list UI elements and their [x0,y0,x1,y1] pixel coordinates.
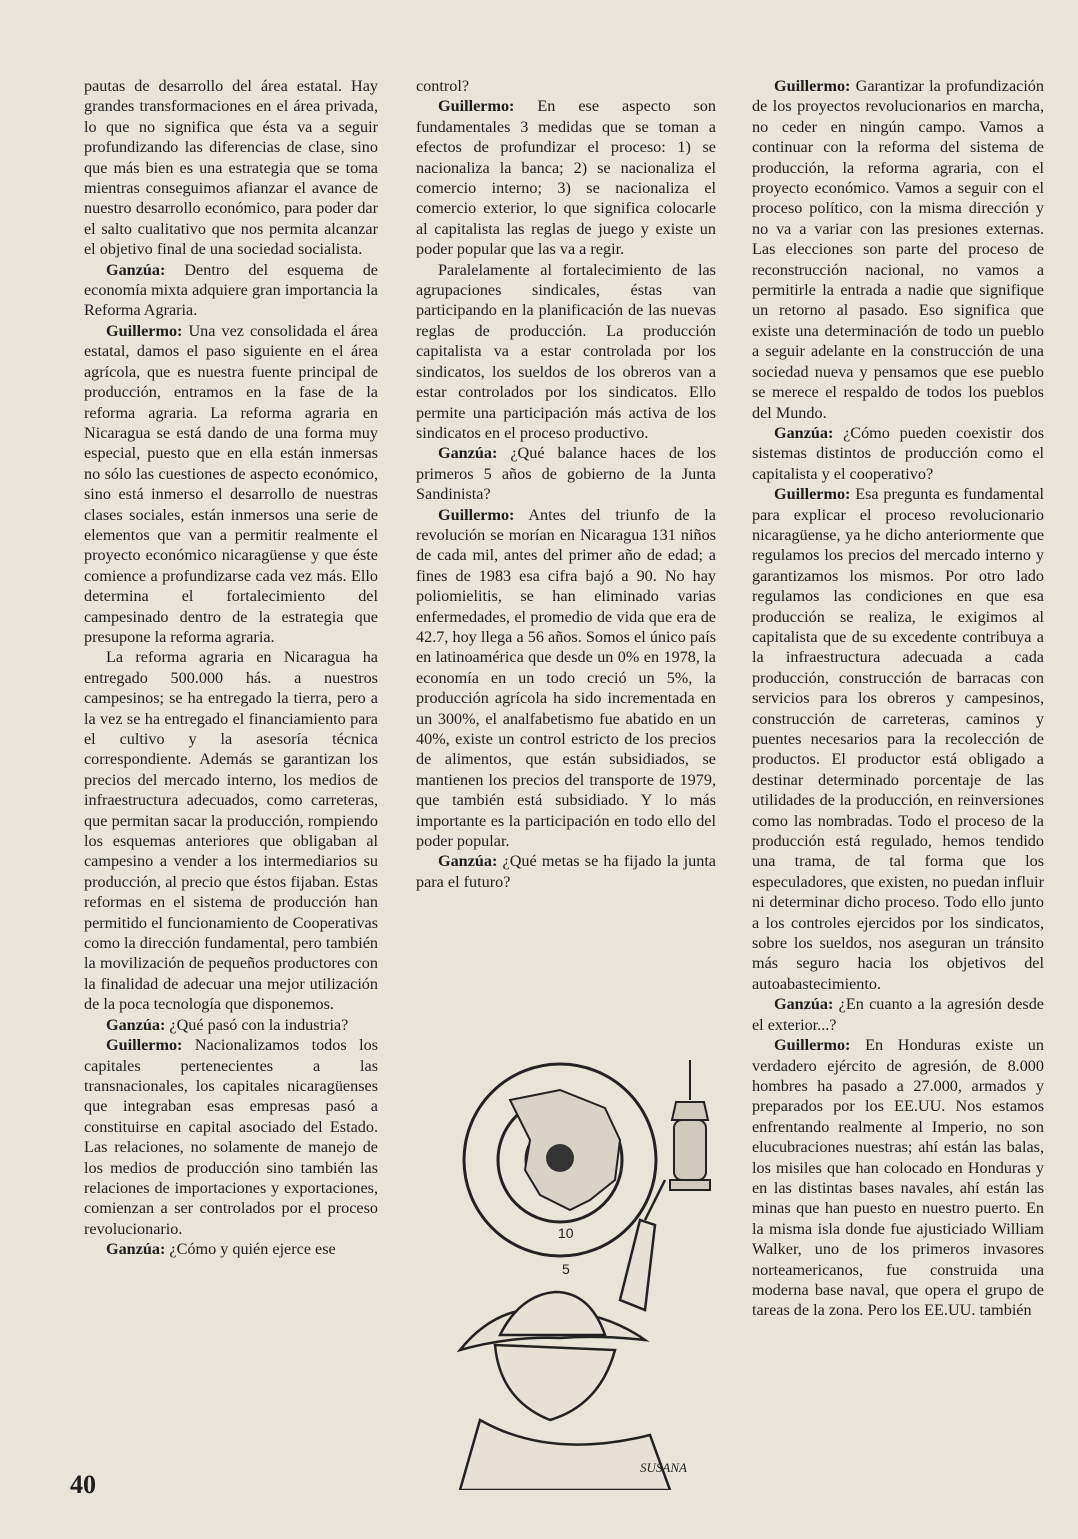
paragraph [84,1239,378,1259]
paragraph [416,96,716,259]
paragraph-text: pautas de desarrollo del área estatal. Hay grandes transformaciones en el área privada, lo que no significa que ésta va a seguir profundizando las diferencias de clase, sino que más bien es una estrategia que se toma mientras conseguimos afianzar el avance de nuestro desarrollo económico, para poder dar el salto cualitativo que nos permita alcanzar el objetivo final de una sociedad socialista. [84,77,378,259]
paragraph-text: ¿Qué balance haces de los primeros 5 años de gobierno de la Junta Sandinista? [416,444,716,504]
speaker-label: Guillermo: [438,97,515,116]
lantern-icon [670,1060,710,1190]
paragraph [752,994,1044,1035]
paragraph-text: ¿Cómo y quién ejerce ese [165,1240,336,1259]
speaker-label: Guillermo: [106,321,183,340]
paragraph [752,484,1044,994]
speaker-label: Ganzúa: [106,260,166,279]
paragraph [84,76,378,260]
paragraph-text: control? [416,77,470,95]
paragraph-text: Nacionalizamos todos los capitales pertenecientes a las transnacionales, los capitales nicaragüenses que integraban esas empresas pasó a constituirse en capital asociado del Estado. Las relaciones, no solamente de manejo de los medios de producción sino también las relaciones de importaciones y exportaciones, comienzan a ser controlados por el proceso revolucionario. [84,1036,378,1238]
speaker-label: Ganzúa: [438,444,498,463]
paragraph [752,1035,1044,1321]
speaker-label: Ganzúa: [106,1015,166,1034]
paragraph-text: Paralelamente al fortalecimiento de las agrupaciones sindicales, éstas van participando en la planificación de las nuevas reglas de producción. La producción capitalista va a estar controlada por los sindicatos, los sueldos de los obreros van a estar controlados por los sindicatos. Ello permite una participación más activa de los sindicatos en el proceso productivo. [416,260,716,442]
target-bullseye [546,1144,574,1172]
paragraph [752,76,1044,423]
speaker-label: Ganzúa: [438,852,498,871]
paragraph-text: ¿Qué metas se ha fijado la junta para el futuro? [416,852,716,891]
paragraph [416,443,716,504]
speaker-label: Ganzúa: [774,423,834,442]
paragraph [416,76,716,96]
paragraph [84,321,378,648]
paragraph-text: Una vez consolidada el área estatal, damos el paso siguiente en el área agrícola, que es nuestra fuente principal de producción, entramos en la fase de la reforma agraria. La reforma agraria en Nicaragua se está dando de una forma muy especial, puesto que en ella están inmersas no sólo las cuestiones de aspecto económico, sino está inmerso el desarrollo de nuestras clases sociales, están inmersos una serie de elementos que van a permitir realmente el proyecto económico nicaragüense y que éste comience a profundizarse cada vez más. Ello determina el fortalecimiento del campesinado dentro de la estrategia que presupone la reforma agraria. [84,321,378,646]
paragraph-text: Antes del triunfo de la revolución se morían en Nicaragua 131 niños de cada mil, antes del primer año de edad; a fines de 1983 esa cifra bajó a 90. No hay poliomielitis, se han eliminado varias enfermedades, el promedio de vida que era de 42.7, hoy llega a 56 años. Somos el único país en latinoamérica que desde un 0% en 1978, la economía en un todo creció un 5%, la producción agrícola ha sido incrementada en un 300%, el analfabetismo fue abatido en un 40%, existe un control estricto de los precios de alimentos, que están subsidiados, se mantienen los precios del transporte de 1979, que también está subsidiado. Y lo más importante es la participación en todo ello del poder popular. [416,505,716,851]
paragraph-text: Dentro del esquema de economía mixta adquiere gran importancia la Reforma Agraria. [84,260,378,320]
paragraph [752,423,1044,484]
text-column-3 [752,76,1044,1321]
paragraph [84,647,378,1014]
speaker-label: Guillermo: [438,505,515,524]
paragraph [84,1015,378,1035]
paragraph [84,1035,378,1239]
artist-signature: SUSANA [640,1460,687,1475]
text-column-2 [416,76,716,892]
paragraph [416,505,716,852]
speaker-label: Guillermo: [774,485,851,504]
paragraph [416,260,716,444]
paragraph-text: La reforma agraria en Nicaragua ha entregado 500.000 hás. a nuestros campesinos; se ha entregado la tierra, pero a la vez se ha entregado el financiamiento para el cultivo y la asesoría técnica correspondiente. Además se garantizan los precios del mercado interno, los medios de infraestructura adecuados, como carreteras, que permitan sacar la producción, rompiendo los esquemas anteriores que obligaban al campesino a vender a los intermediarios su producción, al precio que éstos fijaban. Estas reformas en el sistema de producción han permitido el funcionamiento de Cooperativas como la dirección fundamental, pero también la movilización de pequeños productores con la finalidad de adecuar una mejor utilización de la poca tecnología que disponemos. [84,648,378,1014]
target-label-5: 5 [562,1261,570,1277]
speaker-label: Ganzúa: [106,1240,166,1259]
paragraph-text: En Honduras existe un verdadero ejército de agresión, de 8.000 hombres ha pasado a 27.000, armados y preparados por los EE.UU. Nos estamos enfrentando realmente al Imperio, no son elucubraciones nuestras; ahí están las balas, los misiles que han colocado en Honduras y en las distintas bases navales, ahí están las minas que han puesto en nuestro puerto. En la misma isla donde fue ajusticiado William Walker, uno de los primeros invasores norteamericanos, fue construida una moderna base naval, que opera el grupo de tareas de la zona. Pero los EE.UU. también [752,1036,1044,1320]
cartoon-illustration [440,1060,720,1490]
paragraph-text: Esa pregunta es fundamental para explicar el proceso revolucionario nicaragüense, ya he dicho anteriormente que regulamos los precios del mercado interno y garantizamos los mismos. Por otro lado regulamos las condiciones en que esa producción se realiza, le exigimos al capitalista que de su excedente contribuya a la infraestructura adecuada a cada producción, construcción de barracas con servicios para los obreros y campesinos, construcción de carreteras, caminos y puentes necesarios para la recolección de productos. El productor está obligado a destinar determinado porcentaje de las utilidades de la producción, en reinversiones como las nombradas. Todo el proceso de la producción está regulado, hemos tendido una trama, de tal forma que los especuladores, que existen, no puedan influir ni determinar dicho proceso. Todo ello junto a los controles ejercidos por los sindicatos, sobre los sueldos, nos aseguran un tránsito más seguro hacia los objetivos del autoabastecimiento. [752,485,1044,993]
text-column-1 [84,76,378,1260]
paragraph-text: ¿En cuanto a la agresión desde el exterior...? [752,995,1044,1034]
speaker-label: Guillermo: [774,1036,851,1055]
target-label-10: 10 [558,1225,574,1241]
speaker-label: Guillermo: [774,77,851,95]
paragraph-text: ¿Qué pasó con la industria? [165,1015,349,1034]
paragraph-text: En ese aspecto son fundamentales 3 medidas que se toman a efectos de profundizar el proceso: 1) se nacionaliza la banca; 2) se nacionaliza el comercio interno; 3) se nacionaliza el comercio exterior, lo que significa colocarle al capitalista las reglas de juego y existe un poder popular que las va a regir. [416,97,716,259]
paragraph [416,851,716,892]
paragraph-text: Garantizar la profundización de los proyectos revolucionarios en marcha, no ceder en ningún campo. Vamos a continuar con la reforma del sistema de producción, la reforma agraria, con el proyecto económico. Vamos a seguir con el proceso político, con la misma dirección y no va a variar con las presiones externas. Las elecciones son parte del proceso de reconstrucción nacional, no vamos a permitirle la entrada a nadie que signifique un retorno al pasado. Eso significa que existe una determinación de todo un pueblo a seguir adelante en la construcción de una sociedad nueva y pensamos que ese pueblo se merece el respaldo de todos los pueblos del Mundo. [752,77,1044,422]
speaker-label: Ganzúa: [774,995,834,1014]
paragraph [84,260,378,321]
speaker-label: Guillermo: [106,1036,183,1055]
paragraph-text: ¿Cómo pueden coexistir dos sistemas distintos de producción como el capitalista y el cooperativo? [752,423,1044,483]
page-number: 40 [70,1470,96,1499]
